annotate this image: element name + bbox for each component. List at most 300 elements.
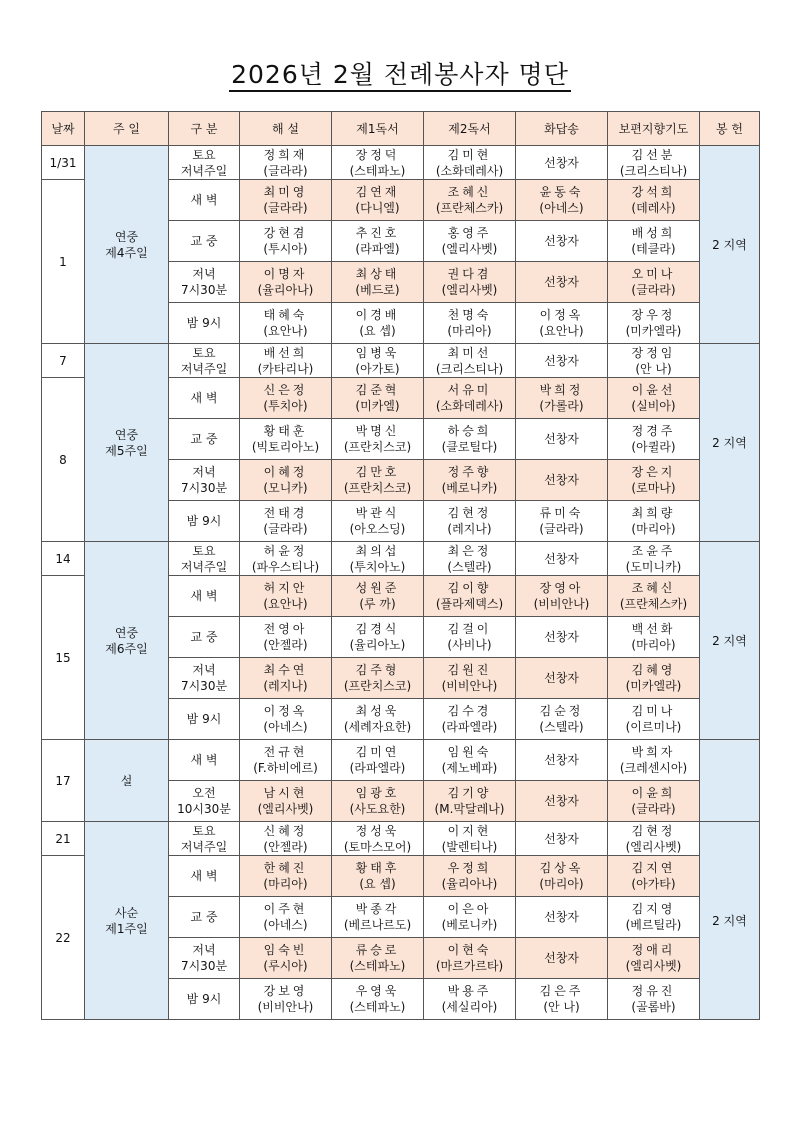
cell-line-primary: 이경배 [355, 308, 400, 322]
cell-line-primary: 김선분 [631, 147, 676, 162]
cell-line-primary: 윤동숙 [539, 185, 584, 199]
cell-line-secondary: (테클라) [631, 242, 676, 256]
date-cell: 15 [42, 576, 85, 740]
cell-line-secondary: 7시30분 [180, 283, 228, 297]
role-cell [424, 740, 516, 781]
cell-line-primary: 우정희 [447, 861, 492, 875]
cell-line-secondary: (안 나) [635, 361, 672, 376]
cell-line-primary: 박명신 [355, 424, 400, 438]
date-cell: 22 [42, 856, 85, 1020]
cell-line-secondary: (베로니카) [441, 481, 498, 495]
cell-line-secondary: (마리아) [263, 877, 308, 891]
cell-line-primary: 박관식 [355, 506, 400, 520]
role-cell [516, 344, 608, 378]
cell-line-secondary: 제1주일 [105, 921, 148, 936]
role-cell [516, 938, 608, 979]
cell-line-secondary: (아퀼라) [631, 440, 676, 454]
role-cell [240, 303, 332, 344]
cell-line-primary: 한혜진 [263, 861, 308, 875]
offering-cell: 2 지역 [700, 344, 760, 542]
cell-line-primary: 서유미 [447, 383, 492, 397]
cell-line-primary: 설 [120, 773, 133, 788]
role-cell [240, 262, 332, 303]
cell-line-secondary: (마리아) [539, 877, 584, 891]
cell-line-primary: 신혜정 [263, 823, 308, 838]
sunday-name-cell [85, 740, 169, 822]
role-cell [608, 180, 700, 221]
cell-line-secondary: (토마스모어) [343, 839, 412, 854]
cell-line-secondary: (미카엘라) [625, 324, 682, 338]
cell-line-secondary: (레지나) [263, 679, 308, 693]
role-cell [240, 897, 332, 938]
cell-line-secondary: (사비나) [447, 638, 492, 652]
date-cell: 17 [42, 740, 85, 822]
cell-line-secondary: (라파엘) [355, 242, 400, 256]
role-cell [424, 856, 516, 897]
role-cell [516, 699, 608, 740]
cell-line-secondary: (소화데레사) [435, 163, 504, 178]
role-cell [516, 740, 608, 781]
cell-line-primary: 전규현 [263, 745, 308, 759]
role-cell [424, 658, 516, 699]
role-cell [608, 501, 700, 542]
role-cell [516, 460, 608, 501]
cell-line-secondary: (루시아) [263, 959, 308, 973]
role-cell [516, 180, 608, 221]
offering-cell: 2 지역 [700, 146, 760, 344]
cell-line-primary: 전영아 [263, 622, 308, 636]
cell-line-primary: 류승로 [355, 943, 400, 957]
cell-line-secondary: (크리스티나) [619, 163, 688, 178]
cell-line-primary: 이정옥 [263, 704, 308, 718]
sunday-name-cell [85, 344, 169, 542]
role-cell [608, 344, 700, 378]
cell-line-secondary: (아네스) [263, 918, 308, 932]
cell-line-secondary: (글라라) [631, 802, 676, 816]
cell-line-primary: 선창자 [544, 951, 579, 965]
role-cell [240, 699, 332, 740]
cell-line-primary: 강보영 [263, 984, 308, 998]
cell-line-primary: 이현숙 [447, 943, 492, 957]
cell-line-primary: 저녁 [192, 465, 216, 479]
category-cell [169, 501, 240, 542]
cell-line-primary: 최상태 [355, 267, 400, 281]
cell-line-primary: 정애리 [631, 943, 676, 957]
role-cell [516, 658, 608, 699]
table-row [42, 740, 760, 781]
role-cell [608, 460, 700, 501]
role-cell [240, 617, 332, 658]
cell-line-secondary: 저녁주일 [180, 559, 228, 574]
cell-line-secondary: (프란체스카) [435, 201, 504, 215]
role-cell [240, 146, 332, 180]
cell-line-secondary: (프란치스코) [343, 481, 412, 495]
cell-line-primary: 토요 [192, 345, 216, 360]
cell-line-primary: 최미선 [447, 345, 492, 360]
cell-line-secondary: (엘리사벳) [441, 242, 498, 256]
cell-line-primary: 새 벽 [190, 753, 218, 767]
cell-line-secondary: 10시30분 [177, 802, 231, 816]
role-cell [332, 542, 424, 576]
role-cell [608, 822, 700, 856]
cell-line-primary: 김현정 [447, 506, 492, 520]
category-cell [169, 576, 240, 617]
role-cell [424, 576, 516, 617]
cell-line-primary: 태혜숙 [263, 308, 308, 322]
cell-line-primary: 권다겸 [447, 267, 492, 281]
cell-line-secondary: (율리아노) [349, 638, 406, 652]
cell-line-primary: 이명자 [263, 267, 308, 281]
cell-line-secondary: (글라라) [539, 522, 584, 536]
role-cell [424, 501, 516, 542]
cell-line-secondary: (다니엘) [355, 201, 400, 215]
cell-line-secondary: (실비아) [631, 399, 676, 413]
cell-line-secondary: (마리아) [631, 638, 676, 652]
cell-line-primary: 김경식 [355, 622, 400, 636]
cell-line-primary: 류미숙 [539, 506, 584, 520]
cell-line-secondary: (엘리사벳) [257, 802, 314, 816]
cell-line-primary: 김지영 [631, 902, 676, 916]
cell-line-primary: 토요 [192, 543, 216, 558]
category-cell [169, 822, 240, 856]
cell-line-primary: 최은정 [447, 543, 492, 558]
cell-line-secondary: (아가토) [355, 361, 400, 376]
cell-line-secondary: (율리아나) [441, 877, 498, 891]
role-cell [516, 542, 608, 576]
role-cell [424, 378, 516, 419]
role-cell [332, 576, 424, 617]
cell-line-secondary: (투시아) [263, 242, 308, 256]
cell-line-primary: 저녁 [192, 943, 216, 957]
role-cell [240, 344, 332, 378]
category-cell [169, 262, 240, 303]
role-cell [240, 419, 332, 460]
category-cell [169, 303, 240, 344]
column-header: 봉 헌 [700, 112, 760, 146]
cell-line-primary: 황태후 [355, 861, 400, 875]
cell-line-secondary: (크레센시아) [619, 761, 688, 775]
role-cell [240, 658, 332, 699]
role-cell [424, 617, 516, 658]
cell-line-secondary: (요 셉) [359, 324, 396, 338]
cell-line-secondary: (클로틸다) [441, 440, 498, 454]
role-cell [608, 658, 700, 699]
role-cell [516, 221, 608, 262]
column-header: 주 일 [85, 112, 169, 146]
cell-line-primary: 장정덕 [355, 147, 400, 162]
cell-line-primary: 이윤희 [631, 786, 676, 800]
cell-line-secondary: (마르가르타) [435, 959, 504, 973]
offering-cell: 2 지역 [700, 822, 760, 1020]
category-cell [169, 378, 240, 419]
role-cell [332, 262, 424, 303]
cell-line-secondary: (가롤라) [539, 399, 584, 413]
role-cell [608, 617, 700, 658]
date-cell: 21 [42, 822, 85, 856]
cell-line-secondary: (요안나) [539, 324, 584, 338]
role-cell [240, 740, 332, 781]
cell-line-secondary: (미카엘라) [625, 679, 682, 693]
cell-line-secondary: (아네스) [539, 201, 584, 215]
cell-line-primary: 밤 9시 [186, 514, 222, 528]
cell-line-primary: 김만호 [355, 465, 400, 479]
cell-line-primary: 김혜영 [631, 663, 676, 677]
cell-line-primary: 김미현 [447, 147, 492, 162]
column-header: 화답송 [516, 112, 608, 146]
role-cell [424, 542, 516, 576]
cell-line-secondary: (글라라) [631, 283, 676, 297]
cell-line-secondary: (베르틸라) [625, 918, 682, 932]
cell-line-primary: 추진호 [355, 226, 400, 240]
cell-line-secondary: (베로니카) [441, 918, 498, 932]
role-cell [332, 781, 424, 822]
cell-line-secondary: (엘리사벳) [625, 959, 682, 973]
cell-line-primary: 장정임 [631, 345, 676, 360]
cell-line-primary: 이윤선 [631, 383, 676, 397]
cell-line-primary: 김이향 [447, 581, 492, 595]
cell-line-primary: 우영욱 [355, 984, 400, 998]
category-cell [169, 460, 240, 501]
cell-line-primary: 선창자 [544, 753, 579, 767]
cell-line-primary: 임광호 [355, 786, 400, 800]
cell-line-secondary: 제5주일 [105, 443, 148, 458]
cell-line-secondary: (엘리사벳) [441, 283, 498, 297]
cell-line-secondary: (스테파노) [349, 1000, 406, 1014]
role-cell [240, 856, 332, 897]
cell-line-secondary: (플라제덱스) [435, 597, 504, 611]
category-cell [169, 542, 240, 576]
cell-line-primary: 교 중 [190, 910, 218, 924]
cell-line-secondary: (베드로) [355, 283, 400, 297]
cell-line-secondary: (투치아노) [349, 559, 406, 574]
cell-line-primary: 백선화 [631, 622, 676, 636]
cell-line-primary: 연중 [114, 427, 139, 442]
cell-line-secondary: (안 나) [543, 1000, 580, 1014]
role-cell [332, 699, 424, 740]
cell-line-primary: 김미나 [631, 704, 676, 718]
cell-line-secondary: (요안나) [263, 324, 308, 338]
role-cell [332, 822, 424, 856]
cell-line-primary: 이혜정 [263, 465, 308, 479]
cell-line-secondary: (스테파노) [349, 163, 406, 178]
cell-line-primary: 배성희 [631, 226, 676, 240]
cell-line-secondary: 7시30분 [180, 959, 228, 973]
cell-line-secondary: (마리아) [631, 522, 676, 536]
role-cell [424, 146, 516, 180]
role-cell [332, 897, 424, 938]
cell-line-primary: 교 중 [190, 234, 218, 248]
cell-line-primary: 신은정 [263, 383, 308, 397]
cell-line-secondary: (글라라) [263, 163, 308, 178]
cell-line-secondary: (세례자요한) [343, 720, 412, 734]
cell-line-secondary: (로마나) [631, 481, 676, 495]
cell-line-primary: 새 벽 [190, 869, 218, 883]
cell-line-secondary: (스테파노) [349, 959, 406, 973]
cell-line-primary: 선창자 [544, 473, 579, 487]
cell-line-primary: 최미영 [263, 185, 308, 199]
cell-line-primary: 선창자 [544, 630, 579, 644]
cell-line-secondary: (투치아) [263, 399, 308, 413]
cell-line-secondary: (아오스딩) [349, 522, 406, 536]
role-cell [240, 938, 332, 979]
cell-line-primary: 전태경 [263, 506, 308, 520]
cell-line-secondary: (마리아) [447, 324, 492, 338]
role-cell [240, 979, 332, 1020]
role-cell [240, 576, 332, 617]
cell-line-secondary: (비비안나) [533, 597, 590, 611]
cell-line-secondary: (안젤라) [263, 839, 308, 854]
cell-line-primary: 김주형 [355, 663, 400, 677]
role-cell [516, 822, 608, 856]
cell-line-secondary: (미카엘) [355, 399, 400, 413]
cell-line-primary: 저녁 [192, 267, 216, 281]
table-row [42, 344, 760, 378]
date-cell: 7 [42, 344, 85, 378]
cell-line-primary: 박종각 [355, 902, 400, 916]
role-cell [424, 897, 516, 938]
category-cell [169, 938, 240, 979]
category-cell [169, 419, 240, 460]
role-cell [608, 740, 700, 781]
cell-line-primary: 김연재 [355, 185, 400, 199]
cell-line-primary: 새 벽 [190, 193, 218, 207]
cell-line-secondary: (프란체스카) [619, 597, 688, 611]
cell-line-primary: 김걸이 [447, 622, 492, 636]
category-cell [169, 180, 240, 221]
role-cell [608, 576, 700, 617]
role-cell [240, 542, 332, 576]
cell-line-primary: 김현정 [631, 823, 676, 838]
cell-line-primary: 임숙빈 [263, 943, 308, 957]
cell-line-secondary: (골롬바) [631, 1000, 676, 1014]
cell-line-secondary: 7시30분 [180, 481, 228, 495]
cell-line-secondary: (이르미나) [625, 720, 682, 734]
cell-line-secondary: (M.막달레나) [434, 802, 505, 816]
cell-line-secondary: (비비안나) [257, 1000, 314, 1014]
role-cell [608, 781, 700, 822]
cell-line-primary: 배선희 [263, 345, 308, 360]
page-title: 2026년 2월 전례봉사자 명단 [0, 55, 800, 91]
role-cell [332, 378, 424, 419]
role-cell [424, 344, 516, 378]
cell-line-primary: 하승희 [447, 424, 492, 438]
cell-line-secondary: (발렌티나) [441, 839, 498, 854]
cell-line-primary: 새 벽 [190, 589, 218, 603]
cell-line-primary: 선창자 [544, 551, 579, 566]
role-cell [608, 146, 700, 180]
role-cell [332, 740, 424, 781]
cell-line-secondary: (세실리아) [441, 1000, 498, 1014]
role-cell [332, 419, 424, 460]
cell-line-primary: 선창자 [544, 910, 579, 924]
cell-line-primary: 최의섭 [355, 543, 400, 558]
category-cell [169, 221, 240, 262]
cell-line-secondary: (데레사) [631, 201, 676, 215]
category-cell [169, 146, 240, 180]
category-cell [169, 856, 240, 897]
role-cell [424, 979, 516, 1020]
role-cell [424, 221, 516, 262]
cell-line-primary: 장은지 [631, 465, 676, 479]
cell-line-secondary: 7시30분 [180, 679, 228, 693]
role-cell [608, 699, 700, 740]
cell-line-primary: 이정옥 [539, 308, 584, 322]
cell-line-primary: 새 벽 [190, 391, 218, 405]
role-cell [332, 344, 424, 378]
role-cell [424, 699, 516, 740]
category-cell [169, 979, 240, 1020]
role-cell [332, 303, 424, 344]
role-cell [332, 938, 424, 979]
role-cell [424, 419, 516, 460]
cell-line-primary: 밤 9시 [186, 316, 222, 330]
date-cell: 14 [42, 542, 85, 576]
cell-line-primary: 사순 [114, 905, 139, 920]
role-cell [516, 856, 608, 897]
role-cell [332, 221, 424, 262]
role-cell [608, 378, 700, 419]
cell-line-primary: 김순정 [539, 704, 584, 718]
role-cell [332, 617, 424, 658]
role-cell [332, 658, 424, 699]
role-cell [608, 897, 700, 938]
cell-line-primary: 최희량 [631, 506, 676, 520]
table-row [42, 822, 760, 856]
cell-line-primary: 김수경 [447, 704, 492, 718]
cell-line-secondary: (소화데레사) [435, 399, 504, 413]
role-cell [516, 378, 608, 419]
cell-line-primary: 교 중 [190, 630, 218, 644]
column-header: 해 설 [240, 112, 332, 146]
cell-line-primary: 정경주 [631, 424, 676, 438]
offering-cell [700, 740, 760, 822]
cell-line-secondary: (프란치스코) [343, 679, 412, 693]
role-cell [516, 419, 608, 460]
date-cell: 1 [42, 180, 85, 344]
role-cell [608, 856, 700, 897]
role-cell [424, 460, 516, 501]
cell-line-secondary: (프란치스코) [343, 440, 412, 454]
role-cell [240, 221, 332, 262]
cell-line-primary: 홍영주 [447, 226, 492, 240]
cell-line-primary: 선창자 [544, 275, 579, 289]
role-cell [332, 501, 424, 542]
table-body [42, 146, 760, 1020]
cell-line-primary: 선창자 [544, 432, 579, 446]
sunday-name-cell [85, 542, 169, 740]
role-cell [608, 221, 700, 262]
cell-line-primary: 조윤주 [631, 543, 676, 558]
cell-line-secondary: (율리아나) [257, 283, 314, 297]
cell-line-secondary: (크리스티나) [435, 361, 504, 376]
cell-line-secondary: (라파엘라) [441, 720, 498, 734]
cell-line-primary: 선창자 [544, 353, 579, 368]
role-cell [516, 979, 608, 1020]
cell-line-primary: 조혜신 [447, 185, 492, 199]
role-cell [424, 180, 516, 221]
cell-line-primary: 선창자 [544, 671, 579, 685]
cell-line-primary: 임원숙 [447, 745, 492, 759]
cell-line-secondary: 저녁주일 [180, 361, 228, 376]
sunday-name-cell [85, 146, 169, 344]
table-row [42, 146, 760, 180]
category-cell [169, 740, 240, 781]
category-cell [169, 897, 240, 938]
cell-line-secondary: (카타리나) [257, 361, 314, 376]
role-cell [516, 303, 608, 344]
cell-line-primary: 허윤정 [263, 543, 308, 558]
role-cell [516, 262, 608, 303]
